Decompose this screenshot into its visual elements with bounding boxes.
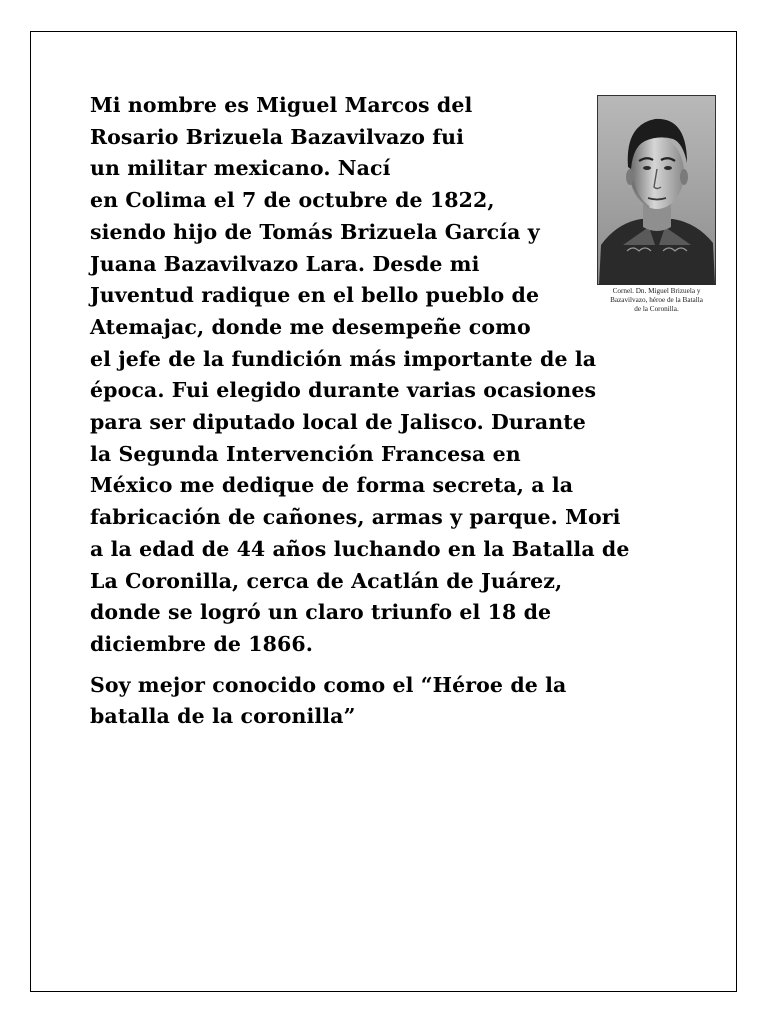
text-line: el jefe de la fundición más importante de la [90, 346, 597, 371]
text-line: en Colima el 7 de octubre de 1822, [90, 188, 495, 213]
caption-line: de la Coronilla. [634, 305, 679, 313]
text-line: para ser diputado local de Jalisco. Durante [90, 410, 586, 435]
caption-line: Cornel. Dn. Miguel Brizuela y [612, 287, 701, 295]
text-line: donde se logró un claro triunfo el 18 de [90, 600, 552, 625]
text-line: siendo hijo de Tomás Brizuela García y [90, 219, 540, 244]
text-line: diciembre de 1866. [90, 631, 313, 656]
text-line: la Segunda Intervención Francesa en [90, 441, 521, 466]
text-line: México me dedique de forma secreta, a la [90, 473, 574, 498]
biography-text [90, 90, 670, 733]
portrait-figure [597, 95, 716, 319]
portrait-image [597, 95, 716, 285]
text-line: Juana Bazavilvazo Lara. Desde mi [90, 251, 480, 276]
text-line: un militar mexicano. Nací [90, 156, 391, 181]
text-line: Atemajac, donde me desempeñe como [90, 314, 531, 339]
text-line: Soy mejor conocido como el “Héroe de la [90, 672, 567, 697]
caption-line: Bazavilvazo, héroe de la Batalla [610, 296, 703, 304]
paragraph-2 [90, 670, 670, 733]
paragraph-1 [90, 90, 670, 661]
text-line: fabricación de cañones, armas y parque. Mori [90, 505, 621, 530]
text-line: La Coronilla, cerca de Acatlán de Juárez, [90, 568, 563, 593]
text-line: batalla de la coronilla” [90, 704, 356, 729]
portrait-caption [597, 287, 716, 314]
text-line: Juventud radique en el bello pueblo de [90, 283, 540, 308]
text-line: Rosario Brizuela Bazavilvazo fui [90, 124, 465, 149]
text-line: Mi nombre es Miguel Marcos del [90, 93, 473, 117]
text-line: época. Fui elegido durante varias ocasiones [90, 378, 597, 403]
text-line: a la edad de 44 años luchando en la Batalla de [90, 536, 630, 561]
